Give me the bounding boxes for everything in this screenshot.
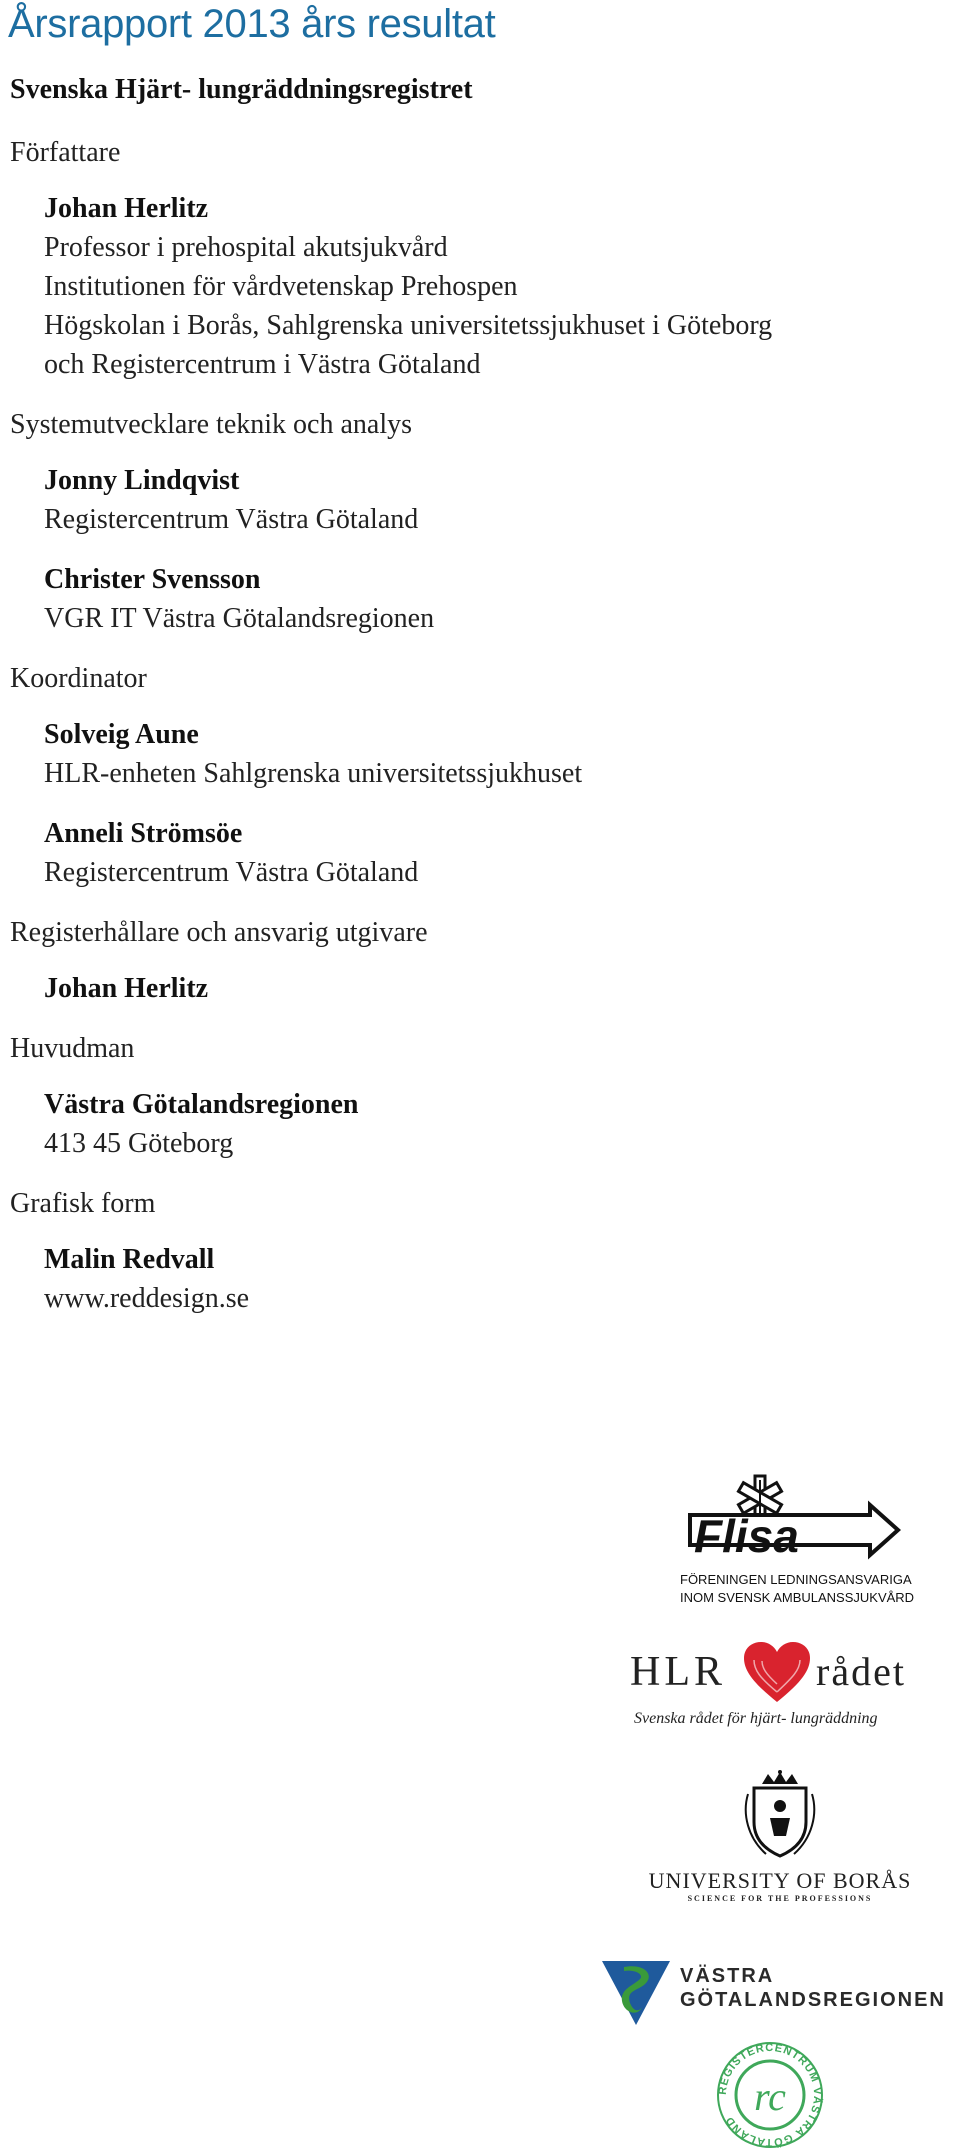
flisa-logo xyxy=(680,1470,915,1620)
boras-tagline: SCIENCE FOR THE PROFESSIONS xyxy=(687,1894,873,1903)
person-affiliation: VGR IT Västra Götalandsregionen xyxy=(44,603,435,634)
credit-person xyxy=(44,970,950,1008)
vgr-line-2: GÖTALANDSREGIONEN xyxy=(680,1989,946,2011)
flisa-line-2: INOM SVENSK AMBULANSSJUKVÅRD xyxy=(680,1590,915,1605)
person-affiliation: Registercentrum Västra Götaland xyxy=(44,857,419,888)
person-name: Johan Herlitz xyxy=(44,193,209,224)
credit-role: Registerhållare och ansvarig utgivare xyxy=(10,917,428,948)
hlr-radet-logo xyxy=(630,1640,940,1740)
credit-role: Systemutvecklare teknik och analys xyxy=(10,409,412,440)
person-name: Johan Herlitz xyxy=(44,973,209,1004)
person-affiliation: www.reddesign.se xyxy=(44,1283,250,1314)
credits-list xyxy=(10,128,950,1340)
person-affiliation: Institutionen för vårdvetenskap Prehospen xyxy=(44,271,518,302)
person-name: Christer Svensson xyxy=(44,564,261,595)
person-name: Malin Redvall xyxy=(44,1244,215,1275)
registercentrum-ring-text: REGISTERCENTRUM VÄSTRA GÖTALAND xyxy=(716,2041,824,2149)
credit-person xyxy=(44,1086,950,1163)
vgr-line-1: VÄSTRA xyxy=(680,1965,775,1987)
vgr-logo xyxy=(600,1955,960,2035)
flisa-wordmark: Flisa xyxy=(694,1510,799,1562)
credit-role: Koordinator xyxy=(10,663,147,694)
credit-person xyxy=(44,716,950,793)
credit-person xyxy=(44,561,950,638)
credit-person xyxy=(44,1241,950,1318)
boras-name: UNIVERSITY OF BORÅS xyxy=(648,1868,912,1893)
person-name: Västra Götalandsregionen xyxy=(44,1089,359,1120)
hlr-tagline: Svenska rådet för hjärt- lungräddning xyxy=(634,1710,878,1727)
person-affiliation: Professor i prehospital akutsjukvård xyxy=(44,232,448,263)
registercentrum-logo xyxy=(710,2040,830,2150)
hlr-left-text: HLR xyxy=(630,1649,726,1695)
person-affiliation: 413 45 Göteborg xyxy=(44,1128,234,1159)
hlr-right-text: rådet xyxy=(816,1649,906,1694)
boras-crest-icon xyxy=(740,1770,820,1860)
credit-person xyxy=(44,190,950,384)
boras-logo xyxy=(630,1770,930,1930)
heart-icon xyxy=(742,1640,812,1706)
flisa-emblem-icon xyxy=(680,1470,910,1565)
logo-area xyxy=(600,1470,960,2149)
person-name: Solveig Aune xyxy=(44,719,199,750)
person-affiliation: Högskolan i Borås, Sahlgrenska universitetssjukhuset i Göteborg xyxy=(44,310,773,341)
vgr-emblem-icon xyxy=(600,1955,672,2027)
credit-role: Grafisk form xyxy=(10,1188,156,1219)
document-title: Årsrapport 2013 års resultat xyxy=(8,2,496,46)
registercentrum-monogram: rc xyxy=(754,2074,786,2119)
person-affiliation: Registercentrum Västra Götaland xyxy=(44,504,419,535)
credit-role: Huvudman xyxy=(10,1033,135,1064)
credit-person xyxy=(44,815,950,892)
person-name: Anneli Strömsöe xyxy=(44,818,243,849)
credit-person xyxy=(44,462,950,539)
person-name: Jonny Lindqvist xyxy=(44,465,240,496)
flisa-line-1: FÖRENINGEN LEDNINGSANSVARIGA xyxy=(680,1572,912,1587)
person-affiliation: HLR-enheten Sahlgrenska universitetssjukhuset xyxy=(44,758,583,789)
registercentrum-seal-icon xyxy=(710,2040,830,2150)
person-affiliation: och Registercentrum i Västra Götaland xyxy=(44,349,481,380)
credit-role: Författare xyxy=(10,137,121,168)
document-subtitle: Svenska Hjärt- lungräddningsregistret xyxy=(10,74,473,105)
